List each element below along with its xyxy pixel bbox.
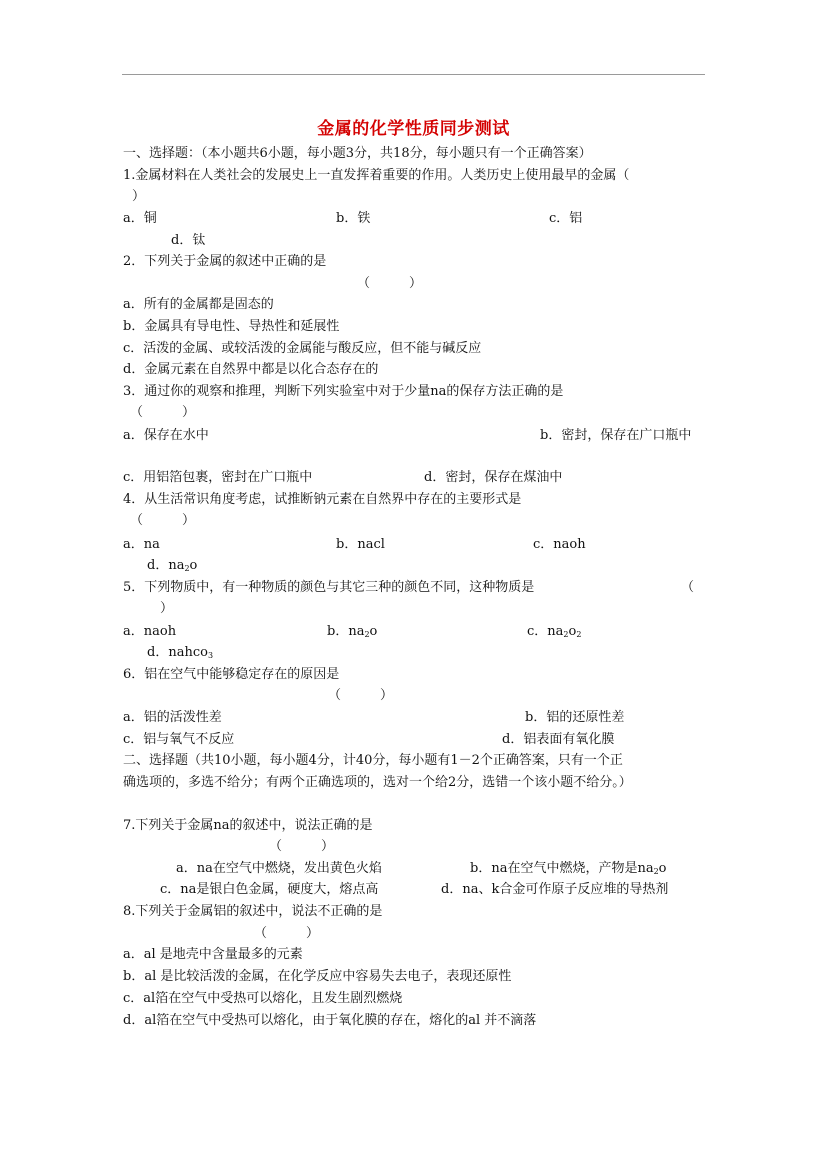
q8-paren: （ ）: [254, 926, 320, 941]
q2-option-c: c．活泼的金属、或较活泼的金属能与酸反应，但不能与碱反应: [123, 341, 482, 356]
q1-option-c: c．铝: [549, 211, 583, 226]
document-title: 金属的化学性质同步测试: [317, 119, 510, 139]
q7-paren: （ ）: [269, 839, 335, 854]
q7-option-c: c．na是银白色金属，硬度大，熔点高: [160, 882, 379, 897]
q3-paren: （ ）: [130, 405, 196, 420]
q3-option-d: d．密封，保存在煤油中: [424, 470, 563, 485]
q6-option-d: d．铝表面有氧化膜: [502, 732, 615, 747]
q1-paren-close: ）: [132, 189, 146, 204]
section2-header-line1: 二、选择题（共10小题，每小题4分，计40分，每小题有1－2个正确答案，只有一个正: [123, 753, 623, 768]
q6-option-b: b．铝的还原性差: [525, 710, 625, 725]
q4-stem: 4．从生活常识角度考虑，试推断钠元素在自然界中存在的主要形式是: [123, 492, 522, 507]
q7-option-d: d．na、k合金可作原子反应堆的导热剂: [441, 882, 669, 897]
q3-option-c: c．用铝箔包裹，密封在广口瓶中: [123, 470, 313, 485]
q5-option-d: d．nahco$_3$: [147, 645, 214, 660]
q4-option-b: b．nacl: [336, 537, 385, 552]
q4-option-d: d．$na_2o$: [147, 558, 198, 573]
q8-option-a: a．al 是地壳中含量最多的元素: [123, 947, 303, 962]
q7-option-b: b．na在空气中燃烧，产物是$na_2o$: [470, 861, 667, 876]
q1-option-d: d．钛: [171, 233, 206, 248]
q4-option-a: a．na: [123, 537, 160, 552]
q5-option-a: a．naoh: [123, 624, 177, 639]
q5-paren-open: （: [681, 580, 695, 595]
q2-option-a: a．所有的金属都是固态的: [123, 297, 274, 312]
q8-option-b: b．al 是比较活泼的金属，在化学反应中容易失去电子，表现还原性: [123, 969, 512, 984]
q8-stem: 8.下列关于金属铝的叙述中，说法不正确的是: [123, 904, 383, 919]
section2-header-line2: 确选项的，多选不给分；有两个正确选项的，选对一个给2分，选错一个该小题不给分。）: [123, 775, 632, 790]
section1-header: 一、选择题：（本小题共6小题，每小题3分，共18分，每小题只有一个正确答案）: [123, 146, 592, 161]
q3-option-a: a．保存在水中: [123, 428, 209, 443]
q5-paren-close: ）: [160, 601, 174, 616]
q6-option-a: a．铝的活泼性差: [123, 710, 222, 725]
q6-paren: （ ）: [328, 688, 394, 703]
q1-option-a: a．铜: [123, 211, 157, 226]
q6-option-c: c．铝与氧气不反应: [123, 732, 235, 747]
q1-stem: 1.金属材料在人类社会的发展史上一直发挥着重要的作用。人类历史上使用最早的金属（: [123, 168, 630, 183]
q3-stem: 3．通过你的观察和推理，判断下列实验室中对于少量na的保存方法正确的是: [123, 384, 564, 399]
q2-paren: （ ）: [357, 276, 423, 291]
q8-option-c: c．al箔在空气中受热可以熔化，且发生剧烈燃烧: [123, 991, 403, 1006]
q5-option-b: b．$na_2o$: [327, 624, 378, 639]
q2-stem: 2．下列关于金属的叙述中正确的是: [123, 254, 327, 269]
q2-option-d: d．金属元素在自然界中都是以化合态存在的: [123, 362, 379, 377]
q5-stem: 5．下列物质中，有一种物质的颜色与其它三种的颜色不同，这种物质是: [123, 580, 535, 595]
q8-option-d: d．al箔在空气中受热可以熔化，由于氧化膜的存在，熔化的al 并不滴落: [123, 1013, 537, 1028]
q7-option-a: a．na在空气中燃烧，发出黄色火焰: [176, 861, 382, 876]
header-rule: [122, 74, 705, 75]
q4-option-c: c．naoh: [533, 537, 586, 552]
q6-stem: 6．铝在空气中能够稳定存在的原因是: [123, 667, 340, 682]
q3-option-b: b．密封，保存在广口瓶中: [540, 428, 692, 443]
q4-paren: （ ）: [130, 513, 196, 528]
q7-stem: 7.下列关于金属na的叙述中，说法正确的是: [123, 818, 373, 833]
q5-option-c: c．$na_2o_2$: [527, 624, 582, 639]
q2-option-b: b．金属具有导电性、导热性和延展性: [123, 319, 340, 334]
q1-option-b: b．铁: [336, 211, 371, 226]
